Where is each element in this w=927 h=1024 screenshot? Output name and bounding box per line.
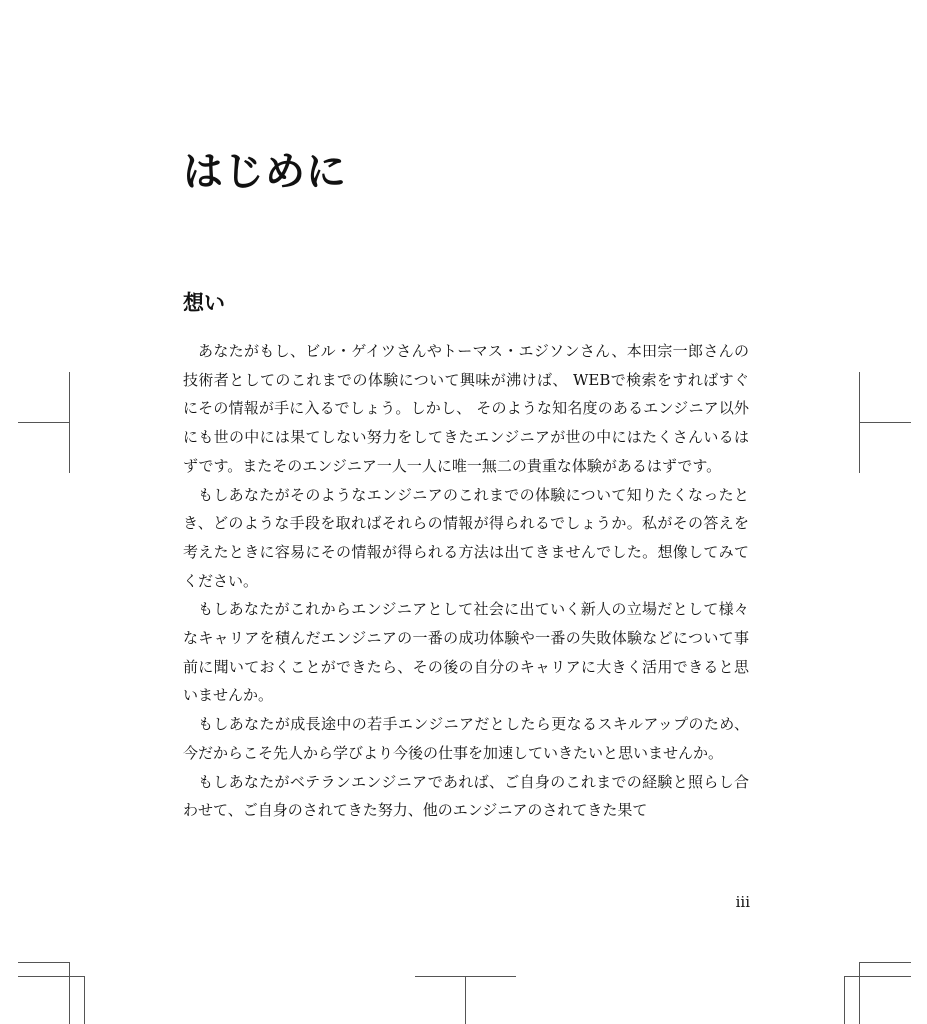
paragraph-2: もしあなたがそのようなエンジニアのこれまでの体験について知りたくなったとき、どのような手段を取ればそれらの情報が得られるでしょうか。私がその答えを考えたときに容易にその情報が得られる方法は出てきませんでした。想像してみてください。 xyxy=(183,485,749,590)
crop-mark-bottom-left-inner-horizontal xyxy=(18,976,85,977)
paragraph-3: もしあなたがこれからエンジニアとして社会に出ていく新人の立場だとして様々なキャリアを積んだエンジニアの一番の成功体験や一番の失敗体験などについて事前に聞いておくことができたら、その後の自分のキャリアに大きく活用できると思いませんか。 xyxy=(183,600,749,705)
crop-mark-bottom-left-outer-horizontal xyxy=(18,962,70,963)
crop-mark-bottom-right-inner-vertical xyxy=(844,976,845,1024)
crop-mark-left-vertical xyxy=(69,372,70,473)
page-number: iii xyxy=(735,893,750,911)
crop-mark-bottom-right-inner-horizontal xyxy=(844,976,911,977)
paragraph-1: あなたがもし、ビル・ゲイツさんやトーマス・エジソンさん、本田宗一郎さんの技術者としてのこれまでの体験について興味が沸けば、 WEBで検索をすればすぐにその情報が手に入るでしょう。しかし、 そのような知名度のあるエンジニア以外にも世の中には果てしない努力をしてきたエンジニアが世の中にはたくさんいるはずです。またそのエンジニア一人一人に唯一無二の貴重な体験があるはずです。 xyxy=(183,342,749,475)
crop-mark-bottom-left-inner-vertical xyxy=(84,976,85,1024)
crop-mark-right-horizontal xyxy=(859,422,911,423)
crop-mark-left-horizontal xyxy=(18,422,69,423)
paragraph-5: もしあなたがベテランエンジニアであれば、ご自身のこれまでの経験と照らし合わせて、ご自身のされてきた努力、他のエンジニアのされてきた果て xyxy=(183,772,749,820)
body-text xyxy=(183,337,749,825)
crop-mark-bottom-right-outer-horizontal xyxy=(859,962,911,963)
section-title: 想い xyxy=(183,291,225,315)
paragraph-4: もしあなたが成長途中の若手エンジニアだとしたら更なるスキルアップのため、今だからこそ先人から学びより今後の仕事を加速していきたいと思いませんか。 xyxy=(183,715,749,762)
crop-mark-bottom-left-outer-vertical xyxy=(69,962,70,1024)
chapter-title: はじめに xyxy=(183,149,347,195)
crop-mark-bottom-center-vertical xyxy=(465,976,466,1024)
crop-mark-bottom-right-outer-vertical xyxy=(859,962,860,1024)
